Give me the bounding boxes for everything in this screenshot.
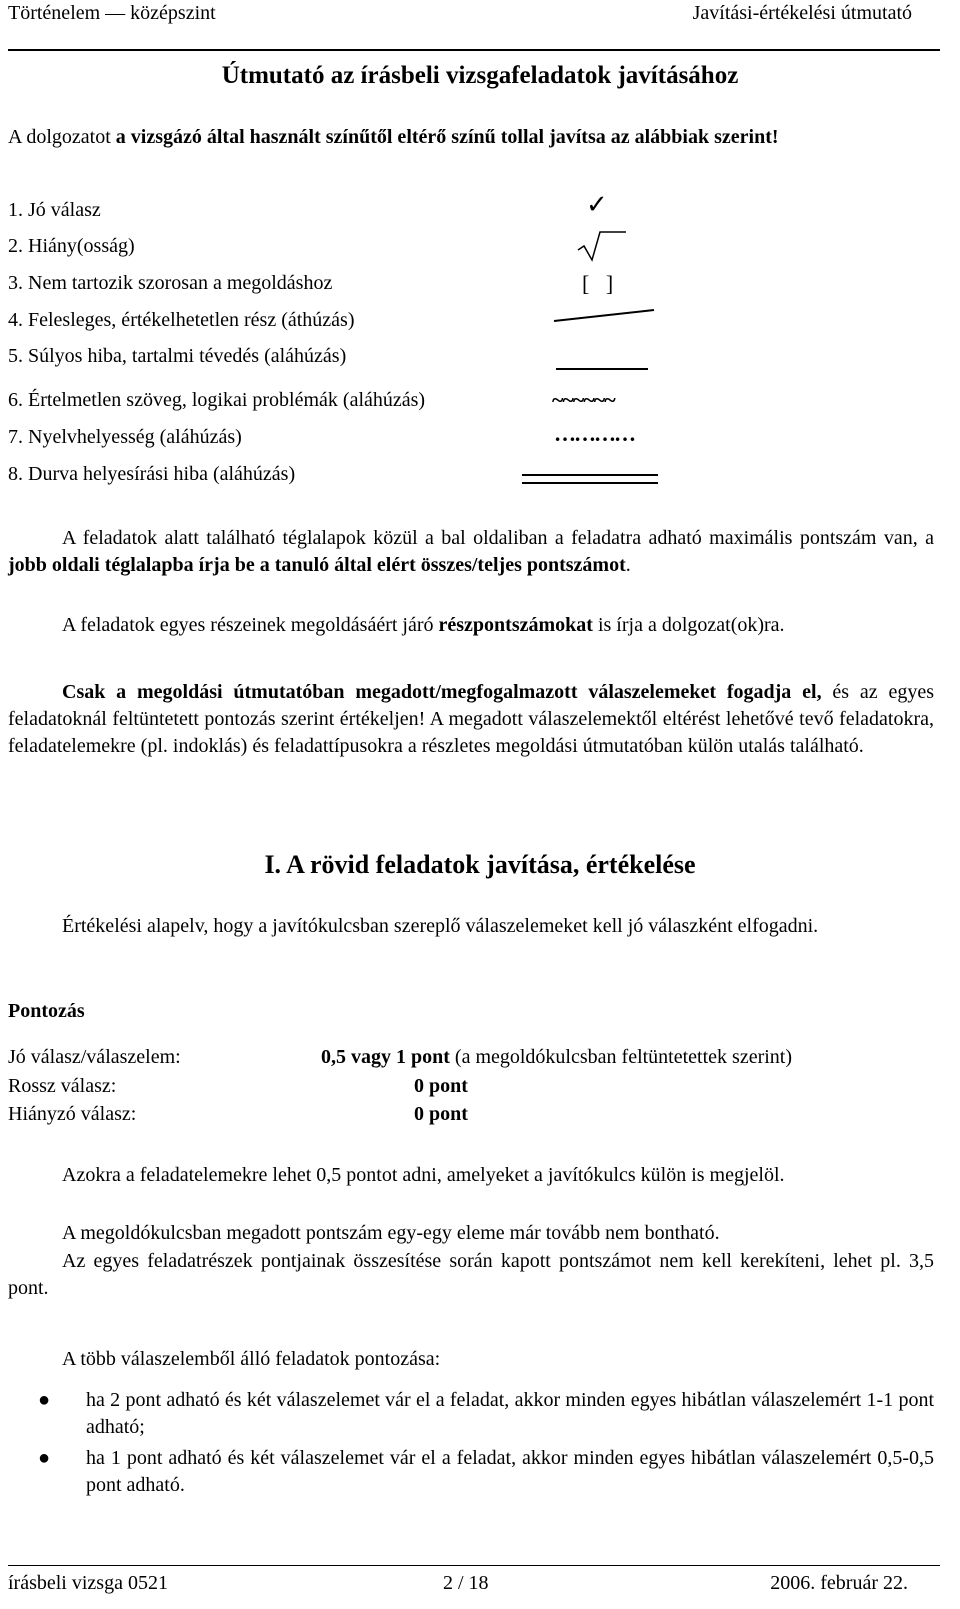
paragraph-not-divisible: A megoldókulcsban megadott pontszám egy-egy eleme már tovább nem bontható. (62, 1222, 720, 1244)
scoring-value-correct-bold: 0,5 vagy 1 pont (321, 1046, 450, 1068)
legend-item-1: 1. Jó válasz (8, 199, 101, 221)
legend-item-2: 2. Hiány(osság) (8, 235, 135, 257)
bullet-icon: ● (38, 1447, 51, 1469)
scoring-value-correct (321, 1044, 792, 1071)
check-mark-icon: ✓ (586, 190, 608, 219)
paragraph-answer-elements (8, 679, 934, 760)
double-underline-icon (522, 474, 658, 484)
legend-item-5: 5. Súlyos hiba, tartalmi tévedés (aláhúzás) (8, 345, 347, 367)
legend-item-3: 3. Nem tartozik szorosan a megoldáshoz (8, 272, 333, 294)
bullet-item-2: ha 1 pont adható és két válaszelemet vár el a feladat, akkor minden egyes hibátlan válaszelemért 0,5-0,5 pont adható. (86, 1447, 934, 1496)
root-mark-icon (576, 228, 628, 262)
scoring-value-correct-extra: (a megoldókulcsban feltüntetettek szerint) (449, 1046, 793, 1068)
header-left: Történelem — középszint (8, 2, 216, 24)
p1-end: . (625, 554, 631, 576)
paragraph-partial-points (8, 612, 934, 639)
intro-normal: A dolgozatot (8, 126, 116, 148)
paragraph-half-points: Azokra a feladatelemekre lehet 0,5 pontot adni, amelyeket a javítókulcs külön is megjelöl. (62, 1164, 785, 1186)
bullet-item-1: ha 2 pont adható és két válaszelemet vár el a feladat, akkor minden egyes hibátlan válaszelemért 1-1 pont adható; (86, 1389, 934, 1438)
multi-element-heading: A több válaszelemből álló feladatok pontozása: (62, 1348, 441, 1370)
p2-end: is írja a dolgozat(ok)ra. (592, 614, 785, 636)
legend-item-8: 8. Durva helyesírási hiba (aláhúzás) (8, 463, 296, 485)
header-right: Javítási-értékelési útmutató (692, 2, 912, 24)
footer-left: írásbeli vizsga 0521 (8, 1572, 168, 1594)
footer-rule (8, 1565, 940, 1566)
header-rule (8, 49, 940, 51)
scoring-heading: Pontozás (8, 1000, 85, 1022)
legend-item-7: 7. Nyelvhelyesség (aláhúzás) (8, 426, 242, 448)
footer-date: 2006. február 22. (770, 1572, 908, 1594)
strikethrough-line-icon (552, 306, 656, 324)
page-title: Útmutató az írásbeli vizsgafeladatok javításához (221, 62, 739, 89)
scoring-label-correct: Jó válasz/válaszelem: (8, 1046, 181, 1068)
scoring-label-missing: Hiányzó válasz: (8, 1103, 137, 1125)
wavy-underline-icon: ~~~~~~ (552, 387, 615, 412)
scoring-value-wrong: 0 pont (414, 1075, 468, 1097)
intro-bold: a vizsgázó által használt színűtől eltérő színű tollal javítsa az alábbiak szerint! (115, 126, 779, 148)
p2-bold: részpontszámokat (438, 614, 593, 636)
p3-bold: Csak a megoldási útmutatóban megadott/megfogalmazott válaszelemeket fogadja el, (62, 681, 822, 703)
scoring-value-missing: 0 pont (414, 1103, 468, 1125)
paragraph-no-rounding: Az egyes feladatrészek pontjainak összesítése során kapott pontszámot nem kell kerekíteni, lehet pl. 3,5 pont. (8, 1250, 934, 1299)
scoring-label-wrong: Rossz válasz: (8, 1075, 117, 1097)
p1-normal: A feladatok alatt található téglalapok közül a bal oldaliban a feladatra adható maximális pontszám van, a (62, 527, 934, 549)
underline-icon (556, 368, 648, 370)
intro-paragraph (8, 124, 934, 151)
legend-item-6: 6. Értelmetlen szöveg, logikai problémák (aláhúzás) (8, 389, 426, 411)
footer-page-number: 2 / 18 (443, 1572, 489, 1594)
legend-item-4: 4. Felesleges, értékelhetetlen rész (áthúzás) (8, 309, 355, 331)
bullet-icon: ● (38, 1389, 51, 1411)
paragraph-principle: Értékelési alapelv, hogy a javítókulcsban szereplő válaszelemeket kell jó válaszként elfogadni. (62, 915, 819, 937)
p1-bold: jobb oldali téglalapba írja be a tanuló által elért összes/teljes pontszámot (8, 554, 626, 576)
paragraph-score-boxes (8, 525, 934, 579)
brackets-icon: [ ] (582, 271, 614, 296)
p3-normal: és az egyes feladatoknál feltüntetett pontozás szerint értékeljen! A megadott válaszelemektől eltérést lehetővé tevő feladatokra, feladatelemekre (pl. indoklás) és feladattípusokra a részletes megoldási útmutatóban külön utalás található. (8, 681, 935, 757)
dotted-underline-icon: ………… (554, 421, 634, 446)
section-title: I. A rövid feladatok javítása, értékelése (264, 850, 696, 879)
p2-normal: A feladatok egyes részeinek megoldásáért járó (62, 614, 439, 636)
